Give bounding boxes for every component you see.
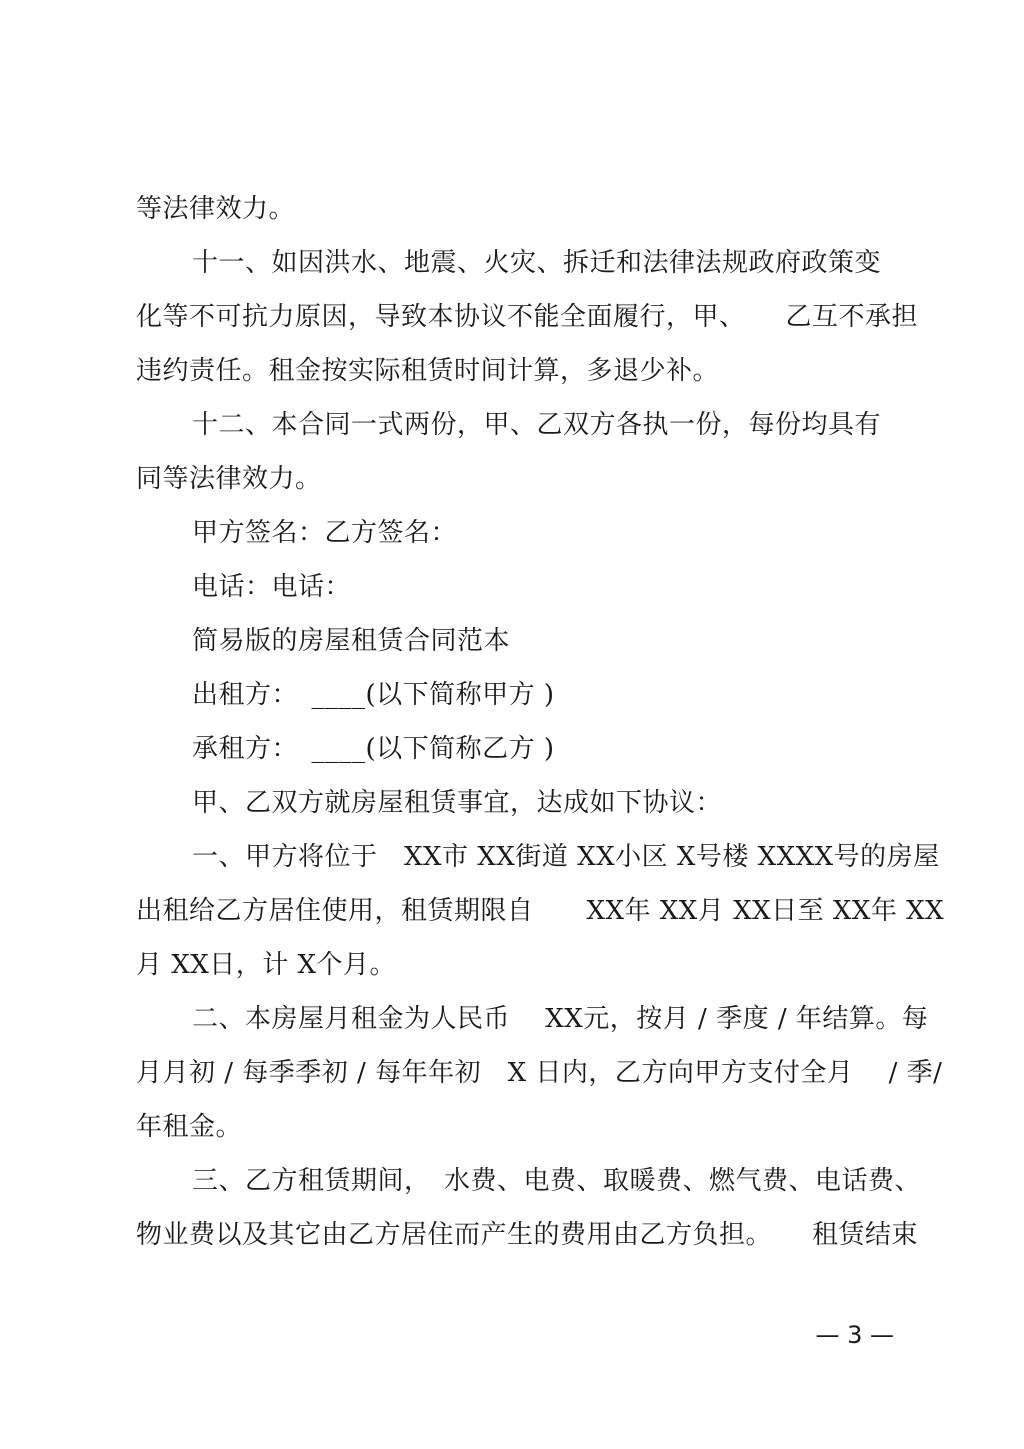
text-line: 甲方签名：乙方签名： <box>192 518 458 548</box>
text-line: 月 XX日，计 X个月。 <box>136 950 397 980</box>
text-line: 月月初 / 每季季初 / 每年年初 X 日内，乙方向甲方支付全月 / 季/ <box>136 1058 943 1088</box>
text-line: 等法律效力。 <box>136 194 296 224</box>
text-line: 承租方： ____(以下简称乙方 ) <box>192 734 555 764</box>
text-line: 化等不可抗力原因，导致本协议不能全面履行，甲、 乙互不承担 <box>136 302 919 332</box>
text-line: 二、本房屋月租金为人民币 XX元，按月 / 季度 / 年结算。每 <box>192 1004 929 1034</box>
text-line: 十一、如因洪水、地震、火灾、拆迁和法律法规政府政策变 <box>192 248 882 278</box>
text-line: 甲、乙双方就房屋租赁事宜，达成如下协议： <box>192 788 723 818</box>
page-number: — 3 — <box>815 1321 894 1349</box>
text-line: 出租方： ____(以下简称甲方 ) <box>192 680 555 710</box>
text-line: 违约责任。租金按实际租赁时间计算，多退少补。 <box>136 356 720 386</box>
text-line: 物业费以及其它由乙方居住而产生的费用由乙方负担。 租赁结束 <box>136 1220 919 1250</box>
text-line: 一、甲方将位于 XX市 XX街道 XX小区 X号楼 XXXX号的房屋 <box>192 842 940 872</box>
section-title: 简易版的房屋租赁合同范本 <box>192 626 511 656</box>
text-line: 同等法律效力。 <box>136 464 322 494</box>
text-line: 十二、本合同一式两份，甲、乙双方各执一份，每份均具有 <box>192 410 882 440</box>
text-line: 出租给乙方居住使用，租赁期限自 XX年 XX月 XX日至 XX年 XX <box>136 896 945 926</box>
text-line: 三、乙方租赁期间， 水费、电费、取暖费、燃气费、电话费、 <box>192 1166 922 1196</box>
text-line: 电话：电话： <box>192 572 352 602</box>
text-line: 年租金。 <box>136 1112 243 1142</box>
